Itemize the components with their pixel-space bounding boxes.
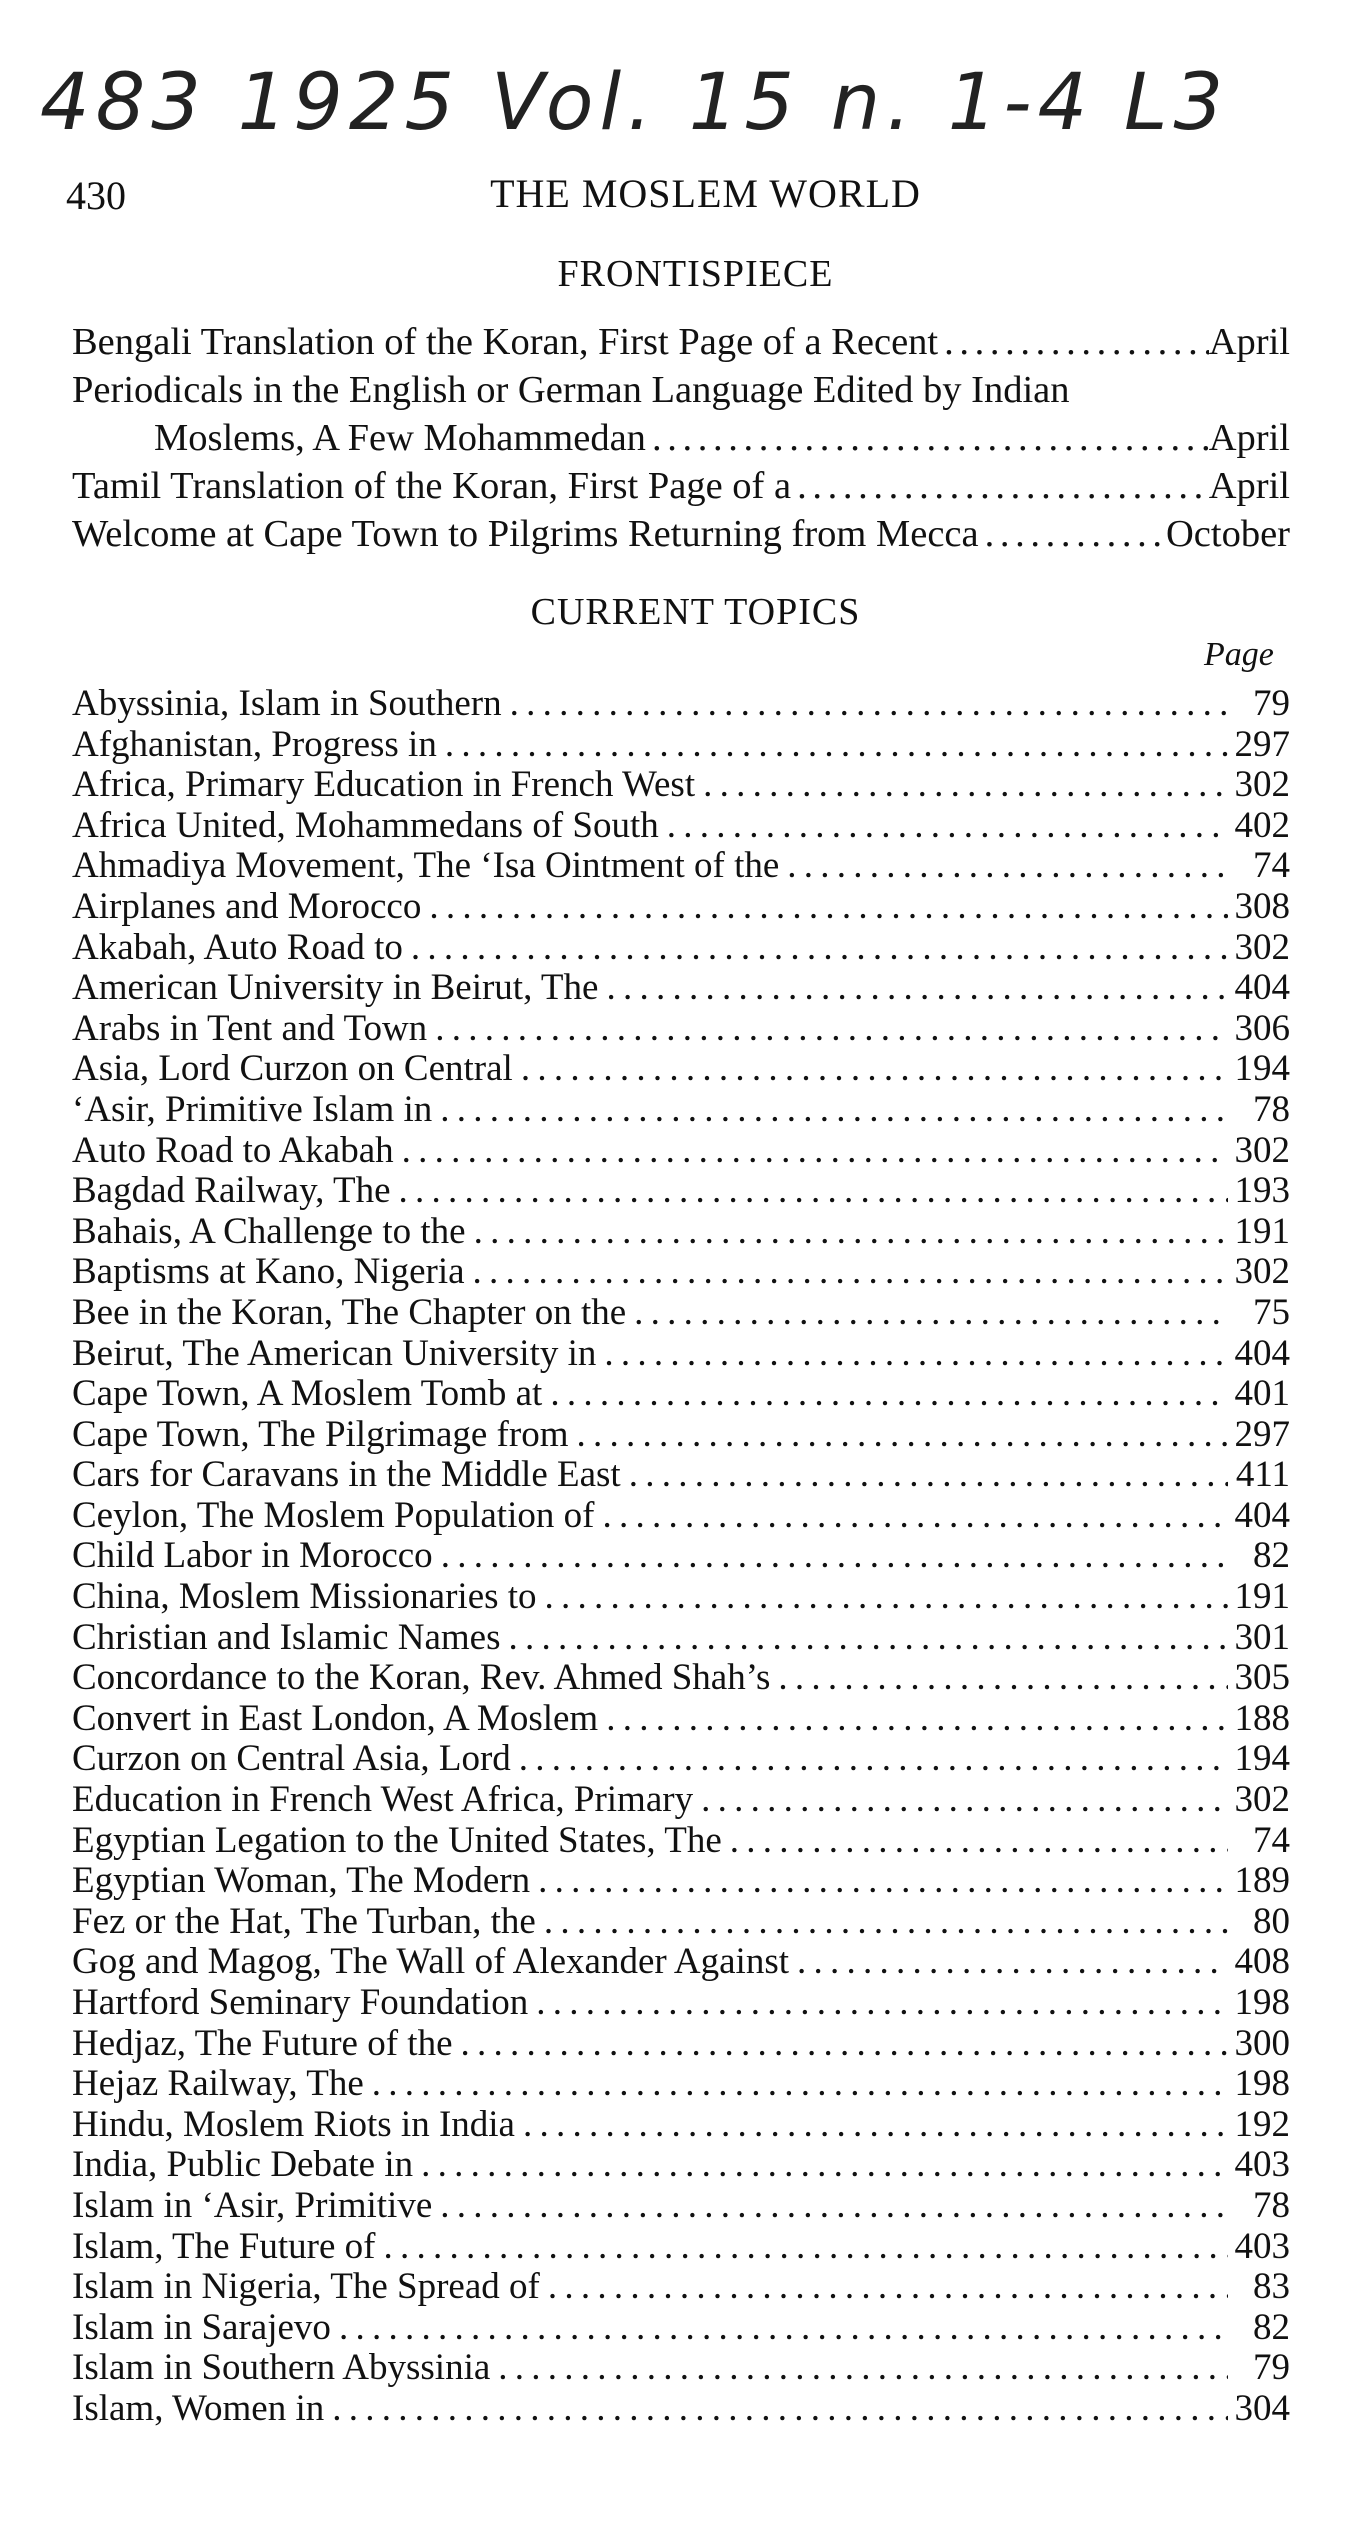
- topic-page-number: 198: [1234, 1982, 1290, 2023]
- topic-row: [72, 806, 1290, 847]
- topic-title: China, Moslem Missionaries to: [72, 1576, 537, 1618]
- topic-row: [72, 2105, 1290, 2146]
- dot-leader: [453, 2024, 1229, 2065]
- topic-title: ‘Asir, Primitive Islam in: [72, 1088, 433, 1130]
- topic-title: Convert in East London, A Moslem: [72, 1697, 599, 1739]
- dot-leader: [500, 1618, 1228, 1659]
- topic-title: Africa United, Mohammedans of South: [72, 804, 659, 846]
- topic-row: [72, 1780, 1290, 1821]
- dot-leader: [394, 1131, 1228, 1172]
- topic-row: [72, 2024, 1290, 2065]
- topic-row: [72, 2267, 1290, 2308]
- topic-title: Airplanes and Morocco: [72, 885, 422, 927]
- topic-title: Bagdad Railway, The: [72, 1170, 391, 1212]
- dot-leader: [403, 928, 1228, 969]
- dot-leader: [427, 1009, 1228, 1050]
- topic-title: Afghanistan, Progress in: [72, 723, 437, 765]
- topic-page-number: 411: [1235, 1454, 1290, 1496]
- dot-leader: [791, 462, 1209, 510]
- frontispiece-entry-month: April: [1208, 465, 1290, 507]
- dot-leader: [502, 684, 1228, 725]
- topic-title: Islam in Southern Abyssinia: [72, 2347, 491, 2389]
- topic-title: Hejaz Railway, The: [72, 2063, 364, 2105]
- topic-title: Islam, The Future of: [72, 2225, 376, 2267]
- frontispiece-entry-month: October: [1166, 513, 1290, 555]
- topic-row: [72, 1049, 1290, 1090]
- dot-leader: [391, 1171, 1228, 1212]
- topic-page-number: 302: [1234, 764, 1290, 806]
- topic-row: [72, 2308, 1290, 2349]
- topic-row: [72, 887, 1290, 928]
- dot-leader: [693, 1780, 1228, 1821]
- topic-title: Islam in ‘Asir, Primitive: [72, 2184, 433, 2226]
- topic-title: Cape Town, A Moslem Tomb at: [72, 1373, 543, 1415]
- topic-title: Islam in Nigeria, The Spread of: [72, 2266, 540, 2308]
- topic-row: [72, 1009, 1290, 1050]
- topic-title: Curzon on Central Asia, Lord: [72, 1738, 511, 1780]
- topic-row: [72, 1293, 1290, 1334]
- topic-title: Islam, Women in: [72, 2387, 325, 2429]
- dot-leader: [537, 1577, 1228, 1618]
- dot-leader: [466, 1212, 1228, 1253]
- topic-page-number: 404: [1234, 1494, 1290, 1536]
- frontispiece-entry: [72, 510, 1290, 558]
- dot-leader: [789, 1942, 1228, 1983]
- dot-leader: [490, 2348, 1228, 2389]
- topic-page-number: 189: [1234, 1860, 1290, 1902]
- topic-title: Hartford Seminary Foundation: [72, 1982, 529, 2023]
- topic-title: Hindu, Moslem Riots in India: [72, 2103, 515, 2145]
- handwritten-call-number: 483 1925 Vol. 15 n. 1-4 L3: [40, 58, 1230, 148]
- topic-page-number: 191: [1234, 1210, 1290, 1252]
- dot-leader: [465, 1252, 1228, 1293]
- dot-leader: [659, 806, 1228, 847]
- frontispiece-entry: [72, 462, 1290, 510]
- topic-row: [72, 765, 1290, 806]
- dot-leader: [515, 2105, 1228, 2146]
- topic-page-number: 79: [1253, 2347, 1290, 2389]
- topic-page-number: 404: [1234, 967, 1290, 1009]
- topic-page-number: 401: [1234, 1373, 1290, 1415]
- topic-row: [72, 1090, 1290, 1131]
- frontispiece-entry-title: Welcome at Cape Town to Pilgrims Returning from Mecca: [72, 513, 979, 555]
- dot-leader: [433, 1536, 1228, 1577]
- dot-leader: [621, 1455, 1228, 1496]
- topic-row: [72, 1252, 1290, 1293]
- dot-leader: [542, 1374, 1228, 1415]
- topic-page-number: 78: [1253, 2184, 1290, 2226]
- topic-page-number: 305: [1234, 1657, 1290, 1699]
- topic-page-number: 75: [1253, 1291, 1290, 1333]
- topic-row: [72, 846, 1290, 887]
- topic-row: [72, 2145, 1290, 2186]
- topic-page-number: 301: [1234, 1616, 1290, 1658]
- dot-leader: [568, 1415, 1228, 1456]
- dot-leader: [511, 1739, 1228, 1780]
- topic-page-number: 82: [1253, 2306, 1290, 2348]
- current-topics-heading: CURRENT TOPICS: [530, 591, 861, 633]
- topic-row: [72, 1374, 1290, 1415]
- dot-leader: [375, 2227, 1228, 2268]
- dot-leader: [540, 2267, 1228, 2308]
- dot-leader: [432, 2186, 1228, 2227]
- frontispiece-entry-month: April: [1208, 321, 1290, 363]
- topic-page-number: 304: [1234, 2387, 1290, 2429]
- topic-page-number: 192: [1234, 2103, 1290, 2145]
- topic-row: [72, 2348, 1290, 2389]
- topic-row: [72, 2389, 1290, 2430]
- journal-title: THE MOSLEM WORLD: [490, 171, 921, 216]
- topic-title: Ahmadiya Movement, The ‘Isa Ointment of the: [72, 845, 780, 887]
- topic-row: [72, 1536, 1290, 1577]
- topic-row: [72, 1496, 1290, 1537]
- topic-row: [72, 1212, 1290, 1253]
- dot-leader: [695, 765, 1228, 806]
- frontispiece-entry-month: April: [1208, 417, 1290, 459]
- topic-title: Christian and Islamic Names: [72, 1616, 501, 1658]
- topic-row: [72, 684, 1290, 725]
- dot-leader: [596, 1334, 1228, 1375]
- dot-leader: [722, 1821, 1228, 1862]
- topic-page-number: 198: [1234, 2063, 1290, 2105]
- topic-row: [72, 1861, 1290, 1902]
- topic-row: [72, 1415, 1290, 1456]
- dot-leader: [324, 2389, 1228, 2430]
- dot-leader: [331, 2308, 1228, 2349]
- topic-title: Ceylon, The Moslem Population of: [72, 1494, 595, 1536]
- page-column-label: Page: [1204, 636, 1274, 673]
- current-topics-list: [72, 684, 1290, 2430]
- topic-title: Africa, Primary Education in French West: [72, 764, 696, 806]
- topic-page-number: 297: [1234, 1413, 1290, 1455]
- dot-leader: [770, 1658, 1228, 1699]
- topic-row: [72, 1821, 1290, 1862]
- topic-row: [72, 928, 1290, 969]
- topic-row: [72, 1334, 1290, 1375]
- topic-row: [72, 725, 1290, 766]
- topic-title: Beirut, The American University in: [72, 1332, 597, 1374]
- dot-leader: [536, 1902, 1228, 1943]
- topic-page-number: 74: [1253, 845, 1290, 887]
- topic-title: Concordance to the Koran, Rev. Ahmed Shah’s: [72, 1657, 771, 1699]
- topic-page-number: 302: [1234, 1129, 1290, 1171]
- topic-page-number: 297: [1234, 723, 1290, 765]
- topic-title: India, Public Debate in: [72, 2144, 414, 2186]
- dot-leader: [779, 846, 1228, 887]
- topic-title: Cars for Caravans in the Middle East: [72, 1454, 621, 1496]
- topic-row: [72, 1577, 1290, 1618]
- dot-leader: [626, 1293, 1228, 1334]
- topic-page-number: 74: [1253, 1819, 1290, 1861]
- topic-page-number: 403: [1234, 2225, 1290, 2267]
- dot-leader: [432, 1090, 1228, 1131]
- frontispiece-entry: [72, 366, 1290, 462]
- topic-row: [72, 968, 1290, 1009]
- topic-title: Bahais, A Challenge to the: [72, 1210, 466, 1252]
- topic-page-number: 302: [1234, 1779, 1290, 1821]
- topic-page-number: 302: [1234, 1251, 1290, 1293]
- frontispiece-list: [72, 318, 1290, 558]
- topic-title: Akabah, Auto Road to: [72, 926, 403, 968]
- dot-leader: [437, 725, 1228, 766]
- topic-row: [72, 1942, 1290, 1983]
- topic-title: Egyptian Legation to the United States, The: [72, 1819, 722, 1861]
- topic-page-number: 306: [1234, 1007, 1290, 1049]
- topic-page-number: 300: [1234, 2022, 1290, 2064]
- topic-row: [72, 1902, 1290, 1943]
- topic-page-number: 80: [1253, 1900, 1290, 1942]
- topic-row: [72, 2064, 1290, 2105]
- topic-title: Baptisms at Kano, Nigeria: [72, 1251, 465, 1293]
- frontispiece-entry-title-continued: Moslems, A Few Mohammedan: [154, 417, 646, 459]
- topic-row: [72, 1171, 1290, 1212]
- topic-page-number: 83: [1253, 2266, 1290, 2308]
- topic-row: [72, 2186, 1290, 2227]
- dot-leader: [646, 414, 1209, 462]
- topic-title: Education in French West Africa, Primary: [72, 1779, 694, 1821]
- topic-title: Child Labor in Morocco: [72, 1535, 433, 1577]
- dot-leader: [598, 968, 1228, 1009]
- frontispiece-entry-title: Periodicals in the English or German Language Edited by Indian: [72, 369, 1070, 411]
- dot-leader: [528, 1983, 1228, 2024]
- topic-row: [72, 2227, 1290, 2268]
- dot-leader: [598, 1699, 1228, 1740]
- topic-title: Asia, Lord Curzon on Central: [72, 1048, 513, 1090]
- dot-leader: [979, 510, 1166, 558]
- frontispiece-heading: FRONTISPIECE: [557, 253, 834, 295]
- topic-page-number: 302: [1234, 926, 1290, 968]
- topic-title: Hedjaz, The Future of the: [72, 2022, 453, 2064]
- topic-row: [72, 1983, 1290, 2024]
- frontispiece-entry: [72, 318, 1290, 366]
- topic-page-number: 404: [1234, 1332, 1290, 1374]
- topic-page-number: 408: [1234, 1941, 1290, 1983]
- dot-leader: [594, 1496, 1228, 1537]
- frontispiece-entry-title: Bengali Translation of the Koran, First Page of a Recent: [72, 321, 939, 363]
- topic-title: Fez or the Hat, The Turban, the: [72, 1900, 536, 1942]
- topic-title: Egyptian Woman, The Modern: [72, 1860, 531, 1902]
- dot-leader: [530, 1861, 1228, 1902]
- topic-page-number: 194: [1234, 1048, 1290, 1090]
- topic-title: Islam in Sarajevo: [72, 2306, 331, 2348]
- dot-leader: [413, 2145, 1228, 2186]
- topic-page-number: 194: [1234, 1738, 1290, 1780]
- page-number: 430: [66, 173, 126, 218]
- topic-page-number: 78: [1253, 1088, 1290, 1130]
- topic-row: [72, 1658, 1290, 1699]
- topic-page-number: 308: [1234, 885, 1290, 927]
- topic-title: Abyssinia, Islam in Southern: [72, 683, 502, 724]
- topic-page-number: 402: [1234, 804, 1290, 846]
- topic-row: [72, 1739, 1290, 1780]
- topic-row: [72, 1699, 1290, 1740]
- topic-page-number: 193: [1234, 1170, 1290, 1212]
- topic-page-number: 403: [1234, 2144, 1290, 2186]
- topic-title: Gog and Magog, The Wall of Alexander Against: [72, 1941, 790, 1983]
- topic-page-number: 191: [1234, 1576, 1290, 1618]
- topic-row: [72, 1455, 1290, 1496]
- dot-leader: [513, 1049, 1228, 1090]
- frontispiece-entry-title: Tamil Translation of the Koran, First Page of a: [72, 465, 792, 507]
- topic-row: [72, 1131, 1290, 1172]
- topic-page-number: 82: [1253, 1535, 1290, 1577]
- topic-title: Cape Town, The Pilgrimage from: [72, 1413, 569, 1455]
- topic-row: [72, 1618, 1290, 1659]
- topic-page-number: 188: [1234, 1697, 1290, 1739]
- topic-title: Bee in the Koran, The Chapter on the: [72, 1291, 627, 1333]
- topic-title: Auto Road to Akabah: [72, 1129, 394, 1171]
- dot-leader: [364, 2064, 1228, 2105]
- dot-leader: [938, 318, 1209, 366]
- topic-title: Arabs in Tent and Town: [72, 1007, 428, 1049]
- topic-page-number: 79: [1253, 683, 1290, 724]
- dot-leader: [421, 887, 1228, 928]
- topic-title: American University in Beirut, The: [72, 967, 599, 1009]
